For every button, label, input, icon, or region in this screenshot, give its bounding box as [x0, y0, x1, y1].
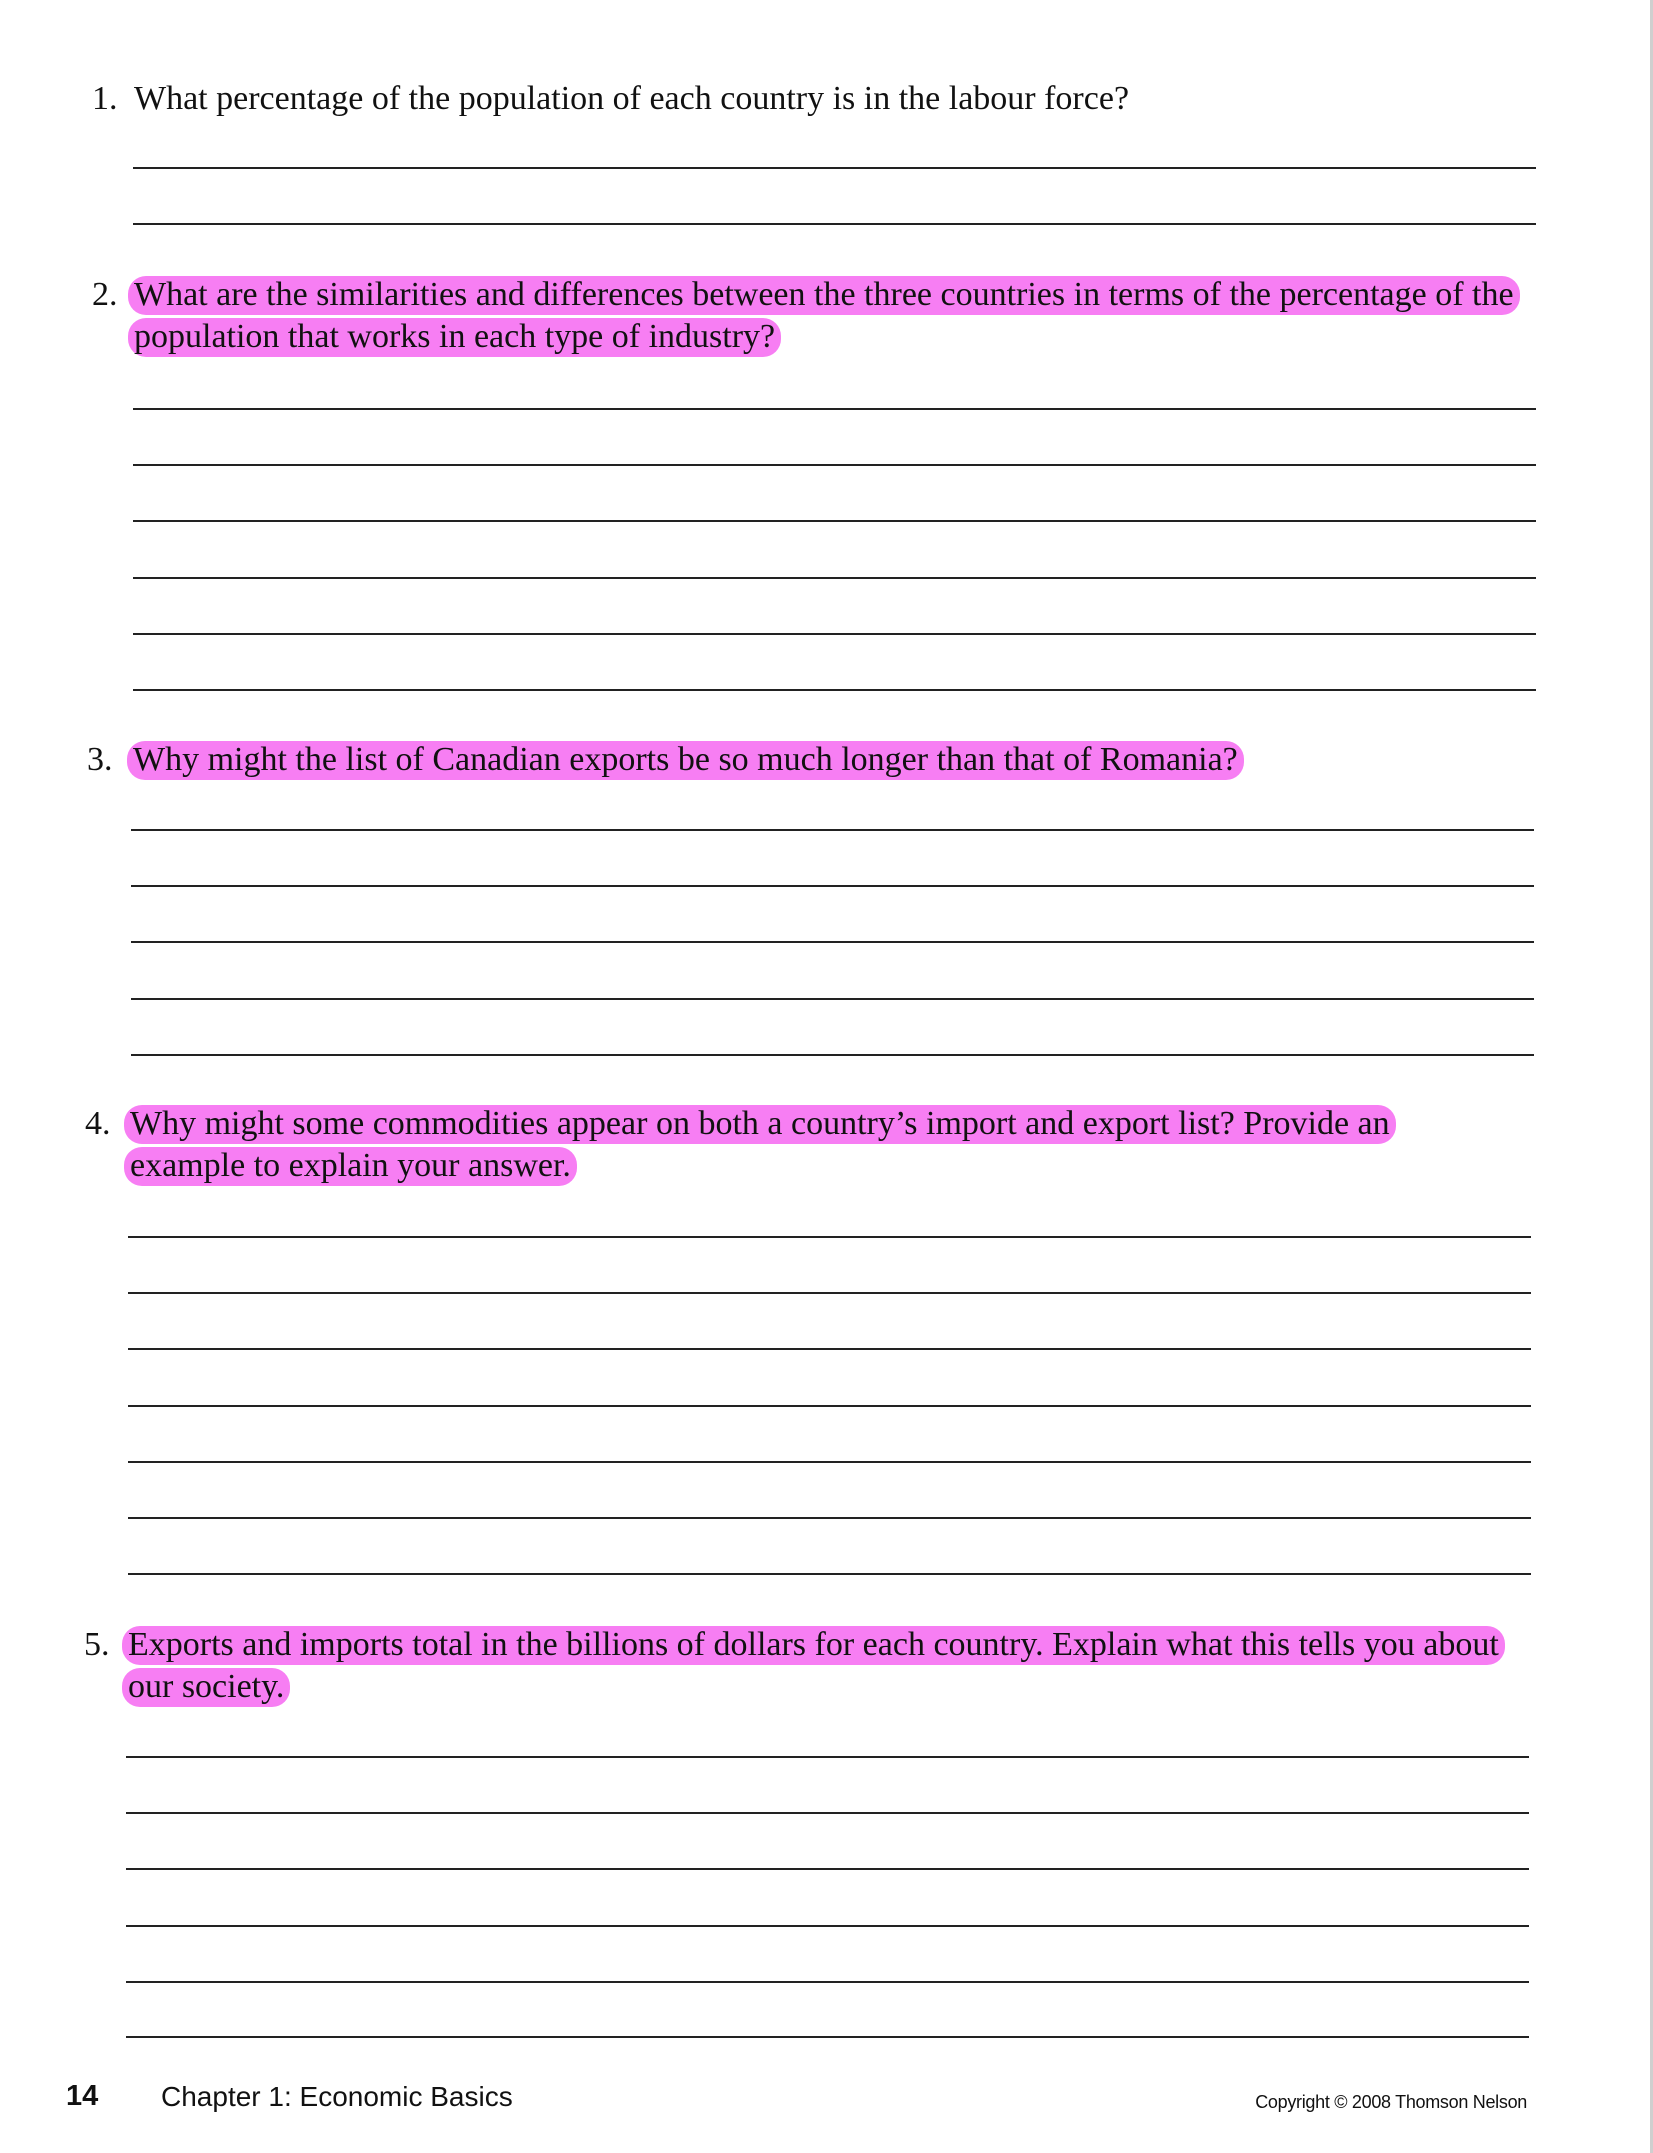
answer-line[interactable] [131, 885, 1534, 887]
answer-line[interactable] [133, 520, 1536, 522]
highlighted-question-text: Exports and imports total in the billions of dollars for each country. Explain what this tells you about our society. [122, 1626, 1505, 1707]
highlighted-question-text: Why might the list of Canadian exports be so much longer than that of Romania? [127, 741, 1244, 780]
answer-line[interactable] [128, 1461, 1531, 1463]
highlighted-question-text: What are the similarities and differences between the three countries in terms of the percentage of the population that works in each type of industry? [128, 276, 1520, 357]
question-number: 2. [92, 276, 118, 313]
question-number: 5. [84, 1626, 110, 1663]
answer-line[interactable] [133, 689, 1536, 691]
question-text [130, 1103, 1510, 1187]
answer-line[interactable] [128, 1236, 1531, 1238]
answer-line[interactable] [128, 1517, 1531, 1519]
answer-line[interactable] [126, 1868, 1529, 1870]
question-number: 4. [85, 1105, 111, 1142]
answer-line[interactable] [131, 941, 1534, 943]
question-number: 3. [87, 741, 113, 778]
answer-line[interactable] [128, 1292, 1531, 1294]
answer-line[interactable] [133, 408, 1536, 410]
question-text [134, 274, 1519, 358]
answer-line[interactable] [133, 223, 1536, 225]
question-text [134, 78, 1534, 120]
highlighted-question-text: Why might some commodities appear on both a country’s import and export list? Provide an example to explain your answer. [124, 1105, 1396, 1186]
answer-line[interactable] [133, 464, 1536, 466]
question-text-span: What percentage of the population of each country is in the labour force? [134, 80, 1130, 117]
answer-line[interactable] [131, 1054, 1534, 1056]
answer-line[interactable] [128, 1405, 1531, 1407]
answer-line[interactable] [128, 1573, 1531, 1575]
answer-line[interactable] [126, 1812, 1529, 1814]
answer-line[interactable] [126, 2036, 1529, 2038]
answer-line[interactable] [131, 829, 1534, 831]
answer-line[interactable] [126, 1925, 1529, 1927]
copyright-notice: Copyright © 2008 Thomson Nelson [1255, 2092, 1527, 2112]
answer-line[interactable] [131, 998, 1534, 1000]
answer-line[interactable] [126, 1981, 1529, 1983]
answer-line[interactable] [128, 1348, 1531, 1350]
answer-line[interactable] [126, 1756, 1529, 1758]
question-text [128, 1624, 1503, 1708]
chapter-title: Chapter 1: Economic Basics [161, 2081, 513, 2112]
question-text [133, 739, 1553, 781]
answer-line[interactable] [133, 633, 1536, 635]
page-number: 14 [66, 2080, 99, 2112]
answer-line[interactable] [133, 577, 1536, 579]
question-number: 1. [92, 80, 118, 117]
answer-line[interactable] [133, 167, 1536, 169]
